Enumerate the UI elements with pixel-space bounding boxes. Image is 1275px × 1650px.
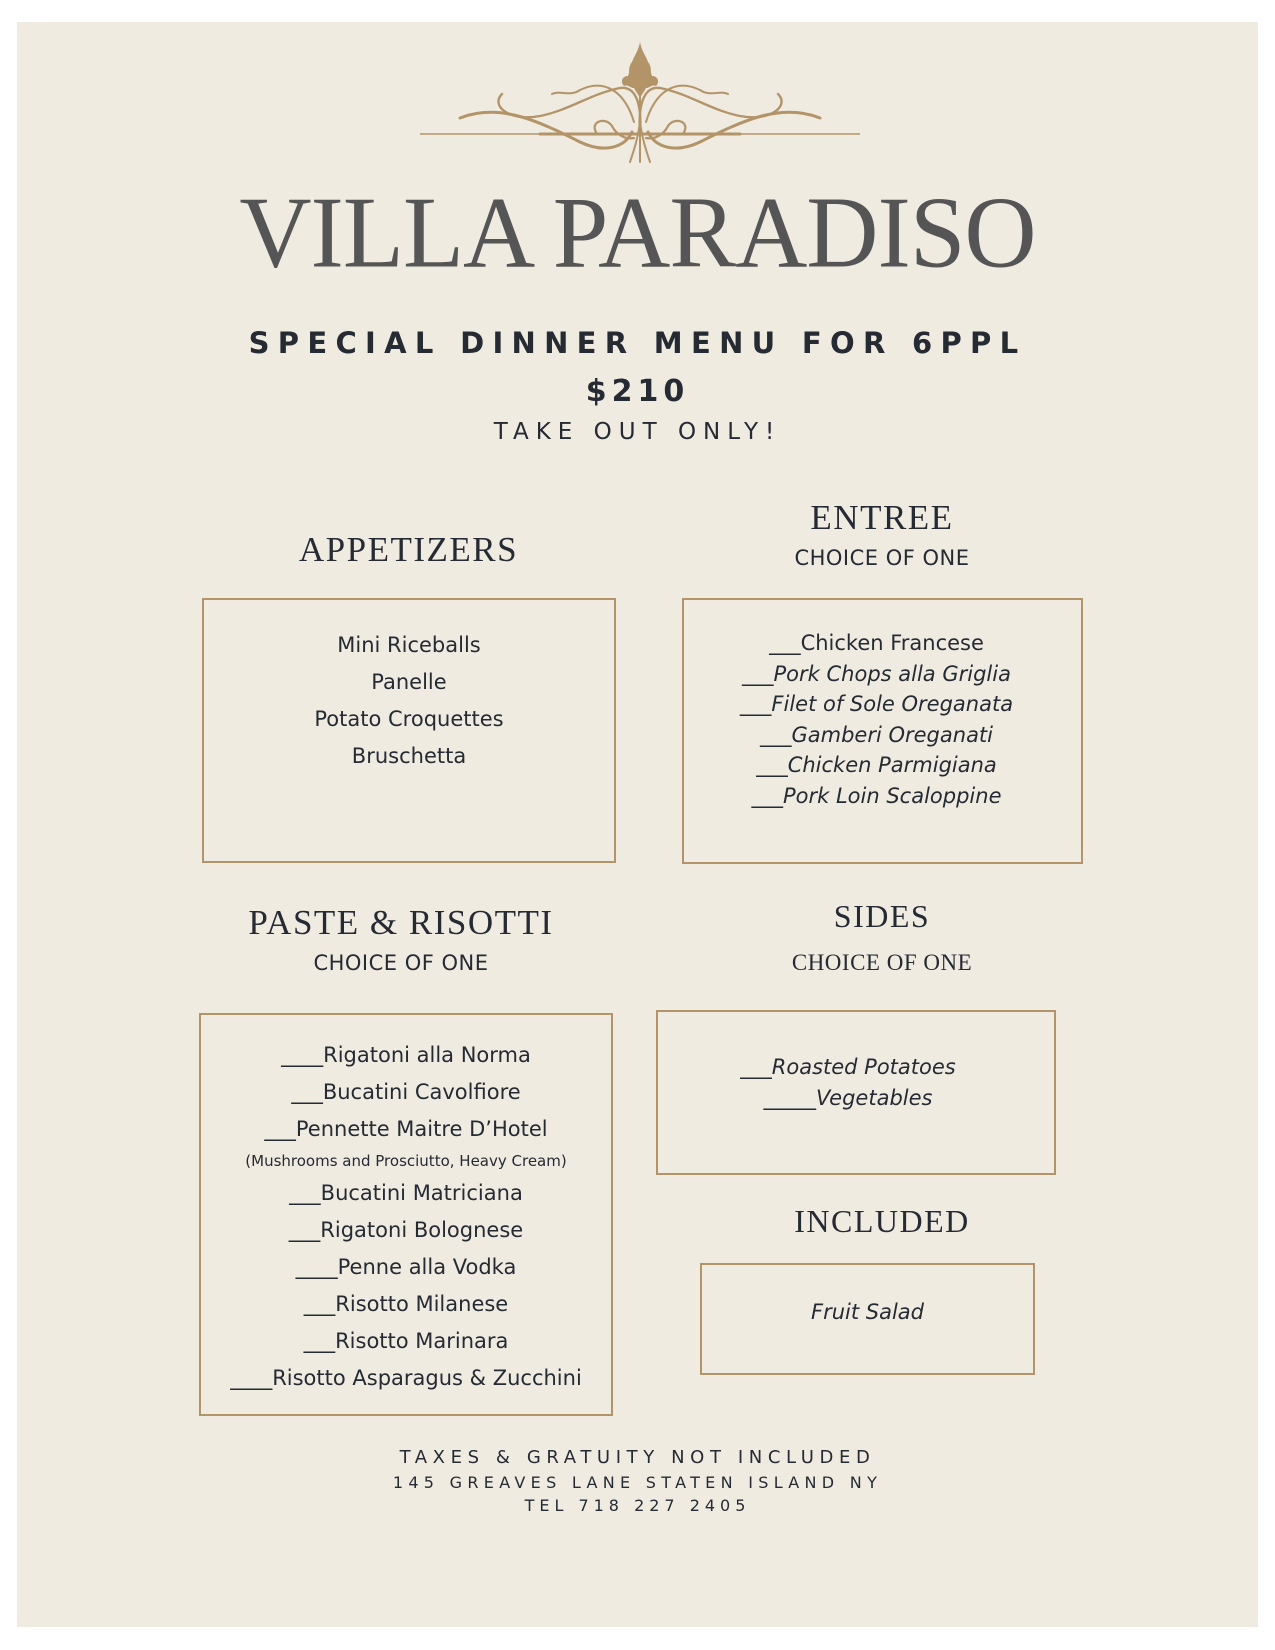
restaurant-name: VILLA PARADISO bbox=[239, 175, 1036, 290]
list-item: ___Chicken Francese bbox=[769, 631, 984, 655]
list-item: ___Risotto Marinara bbox=[303, 1329, 509, 1353]
list-item: ____Risotto Asparagus & Zucchini bbox=[230, 1366, 582, 1390]
appetizers-list bbox=[204, 627, 614, 775]
price: $210 bbox=[585, 374, 690, 409]
list-item: ___Filet of Sole Oreganata bbox=[739, 692, 1014, 716]
list-item: Bruschetta bbox=[351, 744, 467, 768]
paste-box bbox=[199, 1013, 613, 1416]
entree-subheading: CHOICE OF ONE bbox=[794, 546, 970, 570]
entree-heading: ENTREE bbox=[810, 498, 954, 537]
take-out-note: TAKE OUT ONLY! bbox=[493, 419, 782, 445]
list-item: ___Pork Chops alla Griglia bbox=[742, 661, 1011, 686]
footer-phone: TEL 718 227 2405 bbox=[524, 1496, 751, 1515]
sides-list bbox=[642, 1052, 1054, 1114]
entree-box bbox=[682, 598, 1083, 864]
footer-disclaimer: TAXES & GRATUITY NOT INCLUDED bbox=[399, 1447, 876, 1468]
included-heading: INCLUDED bbox=[794, 1203, 970, 1239]
list-item: Panelle bbox=[371, 670, 447, 694]
included-box bbox=[700, 1263, 1035, 1375]
list-item: ____Rigatoni alla Norma bbox=[281, 1043, 531, 1067]
list-item: Mini Riceballs bbox=[337, 633, 481, 657]
list-item: ___Chicken Parmigiana bbox=[756, 753, 997, 777]
list-item: ____Penne alla Vodka bbox=[295, 1255, 517, 1279]
list-item: Fruit Salad bbox=[811, 1300, 924, 1324]
appetizers-box bbox=[202, 598, 616, 863]
list-item-note: (Mushrooms and Prosciutto, Heavy Cream) bbox=[245, 1152, 567, 1170]
paste-heading: PASTE & RISOTTI bbox=[248, 903, 554, 942]
paste-subheading: CHOICE OF ONE bbox=[313, 951, 489, 975]
list-item: ___Pennette Maitre D’Hotel bbox=[264, 1117, 548, 1141]
list-item: ___Gamberi Oreganati bbox=[759, 722, 994, 747]
list-item: _____Vegetables bbox=[763, 1086, 933, 1110]
paste-list bbox=[201, 1037, 611, 1397]
sides-heading: SIDES bbox=[833, 898, 931, 934]
list-item: ___Pork Loin Scaloppine bbox=[751, 783, 1002, 808]
entree-list bbox=[672, 628, 1081, 811]
appetizers-heading: APPETIZERS bbox=[298, 530, 519, 569]
list-item: ___Bucatini Cavolfiore bbox=[291, 1080, 521, 1104]
included-list bbox=[702, 1297, 1033, 1327]
list-item: Potato Croquettes bbox=[314, 707, 504, 731]
sides-box bbox=[656, 1010, 1056, 1175]
ornament-flourish-icon bbox=[420, 42, 860, 166]
sides-subheading: CHOICE OF ONE bbox=[791, 950, 973, 975]
footer-address: 145 GREAVES LANE STATEN ISLAND NY bbox=[392, 1473, 883, 1492]
list-item: ___Risotto Milanese bbox=[303, 1292, 509, 1316]
offer-title: SPECIAL DINNER MENU FOR 6PPL bbox=[248, 326, 1027, 360]
list-item: ___Rigatoni Bolognese bbox=[288, 1218, 524, 1242]
list-item: ___Bucatini Matriciana bbox=[289, 1181, 523, 1205]
list-item: ___Roasted Potatoes bbox=[740, 1055, 956, 1079]
